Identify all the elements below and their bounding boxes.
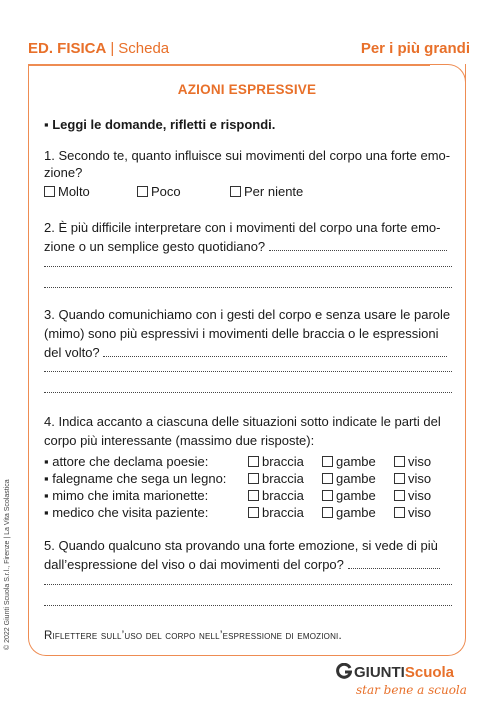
logo-tagline: star bene a scuola (356, 683, 467, 697)
gambe-option[interactable] (322, 505, 376, 520)
q3-line1: 3. Quando comunichiamo con i gesti del corpo e senza usare le parole (44, 307, 451, 322)
q1-option-molto[interactable] (44, 184, 90, 199)
viso-option[interactable] (394, 488, 431, 503)
page-title: AZIONI ESPRESSIVE (177, 82, 317, 97)
checkbox[interactable] (248, 473, 259, 484)
q4-line1: 4. Indica accanto a ciascuna delle situazioni sotto indicate le parti del (44, 414, 441, 429)
kind-label: Scheda (118, 40, 170, 57)
panel-top-border (28, 64, 433, 66)
q4-situation: ▪ attore che declama poesie: (44, 454, 209, 469)
checkbox[interactable] (248, 456, 259, 467)
answer-line[interactable] (44, 371, 452, 372)
gambe-option[interactable] (322, 454, 376, 469)
checkbox[interactable] (322, 473, 333, 484)
checkbox[interactable] (44, 186, 55, 197)
option-label: Poco (151, 184, 181, 199)
checkbox[interactable] (394, 507, 405, 518)
checkbox[interactable] (394, 473, 405, 484)
subject-label: ED. FISICA (28, 40, 107, 57)
logo-brand-accent: Scuola (404, 664, 455, 681)
checkbox[interactable] (248, 507, 259, 518)
answer-line[interactable] (44, 266, 452, 267)
braccia-option[interactable] (248, 471, 304, 486)
option-label: braccia (262, 505, 304, 520)
option-label: gambe (336, 488, 376, 503)
option-label: viso (408, 505, 432, 520)
answer-line[interactable] (348, 556, 440, 569)
checkbox[interactable] (394, 456, 405, 467)
answer-line[interactable] (44, 287, 452, 288)
option-label: gambe (336, 471, 376, 486)
option-label: Per niente (244, 184, 304, 199)
level-label: Per i più grandi (360, 40, 470, 57)
gambe-option[interactable] (322, 488, 376, 503)
answer-line[interactable] (44, 605, 452, 606)
answer-line[interactable] (269, 238, 447, 251)
q5-line1: 5. Quando qualcuno sta provando una forte emozione, si vede di più (44, 538, 438, 553)
answer-line[interactable] (103, 344, 447, 357)
option-label: Molto (58, 184, 90, 199)
checkbox[interactable] (322, 456, 333, 467)
checkbox[interactable] (230, 186, 241, 197)
giunti-g-icon (336, 663, 352, 679)
braccia-option[interactable] (248, 505, 304, 520)
header-subject (28, 40, 169, 57)
q1-line1: 1. Secondo te, quanto influisce sui movimenti del corpo una forte emo- (44, 148, 451, 163)
option-label: gambe (336, 454, 376, 469)
q1-option-per-niente[interactable] (230, 184, 303, 199)
giunti-logo (336, 662, 466, 702)
q4-situation: ▪ medico che visita paziente: (44, 505, 209, 520)
answer-line[interactable] (44, 392, 452, 393)
option-label: viso (408, 471, 432, 486)
q1-option-poco[interactable] (137, 184, 181, 199)
viso-option[interactable] (394, 471, 431, 486)
header-separator: | (110, 40, 115, 57)
braccia-option[interactable] (248, 488, 304, 503)
q5-line2 (44, 555, 440, 574)
checkbox[interactable] (137, 186, 148, 197)
logo-brand: GIUNTI (354, 664, 405, 681)
checkbox[interactable] (248, 490, 259, 501)
q1-line2: zione? (44, 165, 83, 180)
q3-line3 (44, 343, 447, 362)
option-label: braccia (262, 471, 304, 486)
checkbox[interactable] (394, 490, 405, 501)
braccia-option[interactable] (248, 454, 304, 469)
option-label: gambe (336, 505, 376, 520)
q2-line1: 2. È più difficile interpretare con i movimenti del corpo una forte emo- (44, 220, 441, 235)
option-label: viso (408, 488, 432, 503)
footer-note: Riflettere sull’uso del corpo nell’espressione di emozioni. (44, 630, 342, 642)
copyright-text: © 2022 Giunti Scuola S.r.l., Firenze | La Vita Scolastica (4, 479, 11, 650)
q2-line2-text: zione o un semplice gesto quotidiano? (44, 239, 266, 254)
q3-line3-text: del volto? (44, 345, 100, 360)
q4-situation: ▪ falegname che sega un legno: (44, 471, 227, 486)
viso-option[interactable] (394, 505, 431, 520)
checkbox[interactable] (322, 490, 333, 501)
logo-wordmark (354, 664, 454, 681)
instruction: ▪ Leggi le domande, rifletti e rispondi. (44, 117, 276, 132)
gambe-option[interactable] (322, 471, 376, 486)
viso-option[interactable] (394, 454, 431, 469)
q2-line2 (44, 237, 447, 256)
q4-situation: ▪ mimo che imita marionette: (44, 488, 209, 503)
option-label: braccia (262, 454, 304, 469)
checkbox[interactable] (322, 507, 333, 518)
answer-line[interactable] (44, 584, 452, 585)
q4-line2: corpo più interessante (massimo due risposte): (44, 433, 315, 448)
option-label: braccia (262, 488, 304, 503)
option-label: viso (408, 454, 432, 469)
q3-line2: (mimo) sono più espressivi i movimenti delle braccia o le espressioni (44, 326, 439, 341)
q5-line2-text: dall’espressione del viso o dai movimenti del corpo? (44, 557, 344, 572)
